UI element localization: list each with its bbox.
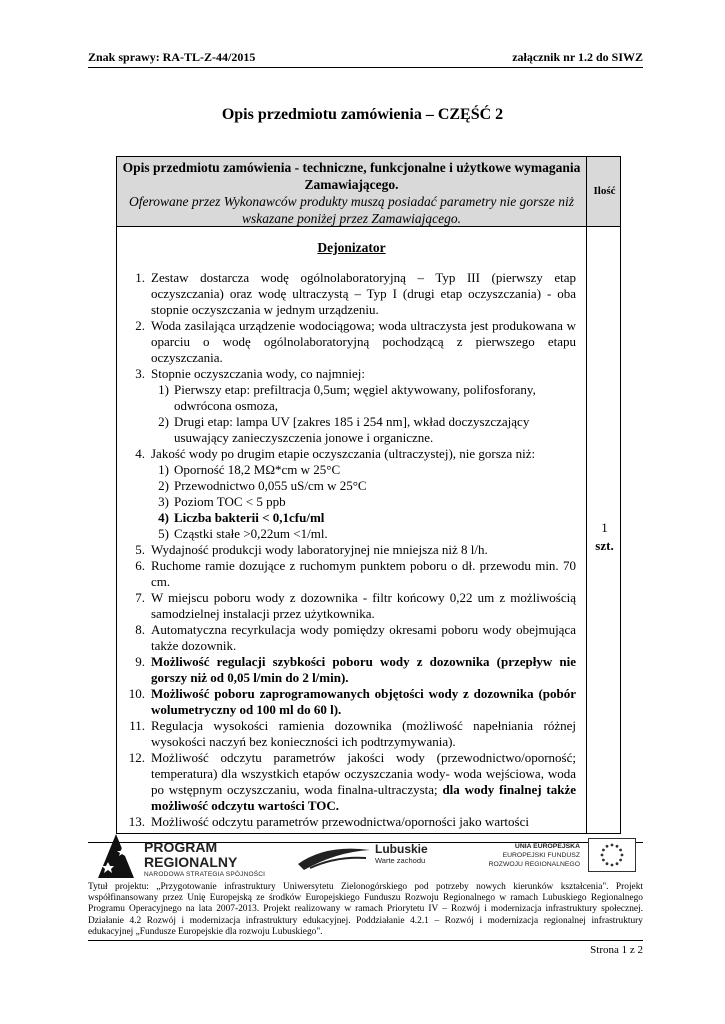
attachment-label: załącznik nr 1.2 do SIWZ xyxy=(512,50,643,64)
list-item: 5. Wydajność produkcji wody laboratoryjnej nie mniejsza niż 8 l/h. xyxy=(135,542,488,557)
project-footer-text: Tytuł projektu: „Przygotowanie infrastruktury Uniwersytetu Zielonogórskiego pod potrzeby nowych kierunków kształcenia". Projekt współfinansowany przez Unię Europejską ze środków Europejskiego Funduszu Rozwoju Regionalnego w ramach Lubuskiego Regionalnego Programu Operacyjnego na lata 2007-2013. Projekt realizowany w ramach Priorytetu IV – Rozwój i modernizacja infrastruktury społecznej. Działanie 4.2 Rozwój i modernizacja infrastruktury edukacyjnej. Poddziałanie 4.2.1 – Rozwój i modernizacja regionalnej infrastruktury edukacyjnej „Fundusze Europejskie dla rozwoju Lubuskiego". xyxy=(88,882,643,937)
table-header-quantity: Ilość xyxy=(587,157,621,227)
sub-list-item: 3) Poziom TOC < 5 ppb xyxy=(158,494,286,509)
list-item: 7. W miejscu poboru wody z dozownika - filtr końcowy 0,22 um z możliwością samodzielnej instalacji przez użytkownika. xyxy=(135,590,576,621)
list-item: 10. Możliwość poboru zaprogramowanych objętości wody z dozownika (pobór wolumetryczny od 100 ml do 60 l). xyxy=(128,686,576,717)
eu-flag-icon xyxy=(588,838,636,872)
specification-table xyxy=(116,156,621,834)
sub-list-item: 2) Przewodnictwo 0,055 uS/cm w 25°C xyxy=(158,478,367,493)
footer-divider-bottom xyxy=(88,940,643,941)
program-regionalny-logo-icon xyxy=(96,832,136,880)
logo-strip xyxy=(90,830,640,880)
list-item: 2. Woda zasilająca urządzenie wodociągowa; woda ultraczysta jest produkowana w oparciu o wodę ogólnolaboratoryjną pochodzącą z pierwszego etapu oczyszczania. xyxy=(135,318,576,365)
list-item: 11. Regulacja wysokości ramienia dozownika (możliwość napełniania różnej wysokości naczyń bez konieczności ich podtrzymywania). xyxy=(129,718,576,749)
eu-text: UNIA EUROPEJSKA EUROPEJSKI FUNDUSZ ROZWOJU REGIONALNEGO xyxy=(488,843,580,868)
case-number: Znak sprawy: RA-TL-Z-44/2015 xyxy=(88,50,256,64)
list-item: 6. Ruchome ramie dozujące z ruchomym punktem poboru o dł. przewodu min. 70 cm. xyxy=(135,558,576,589)
sub-list-item: 5) Cząstki stałe >0,22um <1/ml. xyxy=(158,526,328,541)
sub-list-item: 2) Drugi etap: lampa UV [zakres 185 i 254 nm], wkład doczyszczający usuwający zanieczyszczenia jonowe i organiczne. xyxy=(158,414,530,445)
sub-list-item: 4) Liczba bakterii < 0,1cfu/ml xyxy=(158,510,325,525)
list-item: 12. Możliwość odczytu parametrów jakości wody (przewodnictwo/oporność; temperatura) dla wszystkich etapów oczyszczania wody- woda wejściowa, woda po wstępnym oczyszczaniu, woda finalna-ultraczysta; dla wody finalnej także możliwość odczytu wartości TOC. xyxy=(128,750,577,813)
list-item: 13. Możliwość odczytu parametrów przewodnictwa/oporności jako wartości xyxy=(128,814,529,829)
header-divider xyxy=(88,67,643,68)
quantity-value: 1 xyxy=(601,520,608,535)
lubuskie-text: Lubuskie Warte zachodu xyxy=(375,842,428,865)
section-title: Dejonizator xyxy=(317,240,386,255)
table-header-description xyxy=(117,157,587,227)
header-bold-text: Opis przedmiotu zamówienia - techniczne, funkcjonalne i użytkowe wymagania Zamawiającego. xyxy=(122,160,581,192)
list-item: 1. Zestaw dostarcza wodę ogólnolaboratoryjną – Typ III (pierwszy etap oczyszczania) oraz wodę ultraczystą – Typ I (drugi etap oczyszczania) - oba stopnie oczyszczania w jednym urządzeniu. xyxy=(135,270,576,317)
list-item: 9. Możliwość regulacji szybkości poboru wody z dozownika (przepływ nie gorszy niż od 0,05 l/min do 2 l/min). xyxy=(135,654,576,685)
sub-list-item: 1) Pierwszy etap: prefiltracja 0,5um; węgiel aktywowany, polifosforany, odwrócona osmoza, xyxy=(158,382,536,413)
header-italic-text: Oferowane przez Wykonawców produkty muszą posiadać parametry nie gorsze niż wskazane poniżej przez Zamawiającego. xyxy=(128,194,575,226)
quantity-unit: szt. xyxy=(595,538,614,553)
program-regionalny-text: PROGRAM REGIONALNY NARODOWA STRATEGIA SPÓJNOŚCI xyxy=(144,839,266,878)
table-body-description xyxy=(117,227,587,834)
page-number: Strona 1 z 2 xyxy=(590,944,643,956)
list-item: 3. Stopnie oczyszczania wody, co najmniej: xyxy=(135,366,365,381)
list-item: 8. Automatyczna recyrkulacja wody pomiędzy okresami poboru wody obejmująca także dozownik. xyxy=(135,622,576,653)
list-item: 4. Jakość wody po drugim etapie oczyszczania (ultraczystej), nie gorsza niż: xyxy=(135,446,536,461)
sub-list-item: 1) Oporność 18,2 MΩ*cm w 25°C xyxy=(158,462,341,477)
lubuskie-logo-icon xyxy=(296,842,372,872)
page-title: Opis przedmiotu zamówienia – CZĘŚĆ 2 xyxy=(221,106,504,123)
quantity-cell xyxy=(587,227,621,555)
